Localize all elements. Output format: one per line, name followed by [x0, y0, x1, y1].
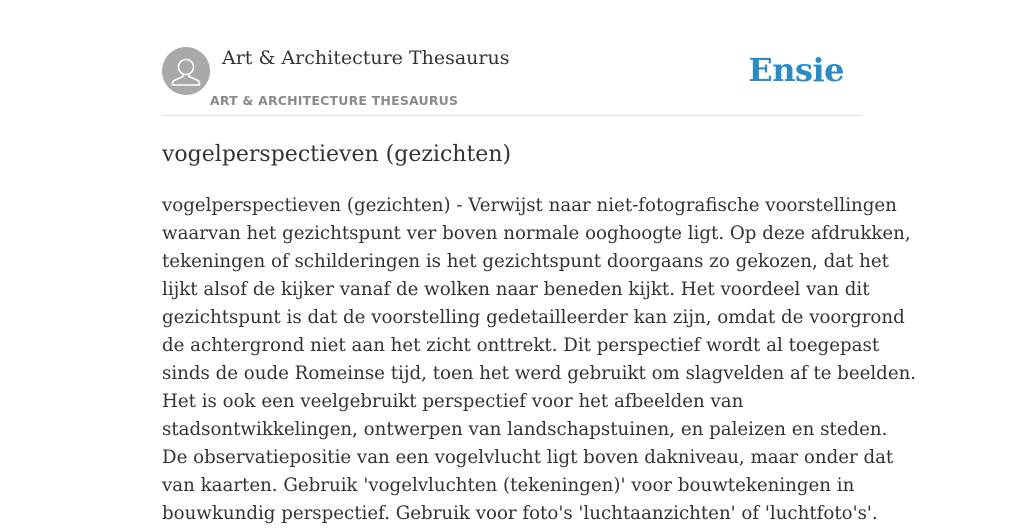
- body-line: vogelperspectieven (gezichten) - Verwijst naar niet-fotografische voorstellingen: [162, 195, 897, 216]
- body-line: tekeningen of schilderingen is het gezichtspunt doorgaans zo gekozen, dat het: [162, 251, 889, 272]
- body-line: sinds de oude Romeinse tijd, toen het werd gebruikt om slagvelden af te beelden.: [162, 363, 917, 384]
- body-line: Het is ook een veelgebruikt perspectief voor het afbeelden van: [162, 391, 744, 412]
- article-body: [162, 192, 917, 528]
- body-line: gezichtspunt is dat de voorstelling gedetailleerder kan zijn, omdat de voorgrond: [162, 307, 905, 328]
- header: [162, 46, 862, 116]
- ensie-logo[interactable]: Ensie: [748, 51, 844, 89]
- page-title: vogelperspectieven (gezichten): [162, 142, 512, 167]
- body-line: van kaarten. Gebruik 'vogelvluchten (tekeningen)' voor bouwtekeningen in: [162, 475, 855, 496]
- body-line: waarvan het gezichtspunt ver boven normale ooghoogte ligt. Op deze afdrukken,: [162, 223, 911, 244]
- body-line: De observatiepositie van een vogelvlucht ligt boven dakniveau, maar onder dat: [162, 447, 894, 468]
- body-line: bouwkundig perspectief. Gebruik voor foto's 'luchtaanzichten' of 'luchtfoto's'.: [162, 503, 878, 524]
- avatar[interactable]: [162, 47, 210, 95]
- body-line: lijkt alsof de kijker vanaf de wolken naar beneden kijkt. Het voordeel van dit: [162, 279, 870, 300]
- user-silhouette-icon: [162, 47, 210, 95]
- body-line: stadsontwikkelingen, ontwerpen van landschapstuinen, en paleizen en steden.: [162, 419, 888, 440]
- body-line: de achtergrond niet aan het zicht onttrekt. Dit perspectief wordt al toegepast: [162, 335, 880, 356]
- author-name-link[interactable]: Art & Architecture Thesaurus: [222, 47, 510, 69]
- author-subtitle: ART & ARCHITECTURE THESAURUS: [210, 93, 459, 108]
